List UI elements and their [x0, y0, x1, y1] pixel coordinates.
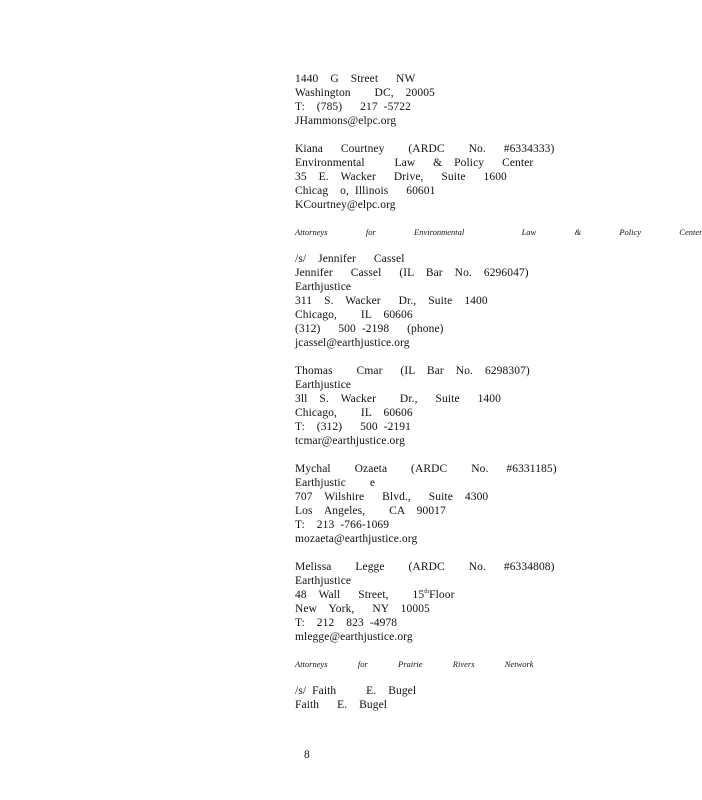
- role-caption-prn: Attorneys for Prairie Rivers Network: [295, 659, 534, 669]
- city-line: Los Angeles, CA 90017: [295, 505, 446, 517]
- city-line: Chicag o, Illinois 60601: [295, 185, 436, 197]
- organization: Earthjustic e: [295, 477, 376, 489]
- attorney-name: Melissa Legge (ARDC No. #6334808): [295, 561, 555, 573]
- attorney-block-legge: [295, 560, 595, 644]
- phone-line: T: (785) 217 -5722: [295, 101, 411, 113]
- address-block-elpc-dc: [295, 72, 595, 128]
- street-prefix: 48 Wall Street, 15: [295, 589, 425, 601]
- signature-line: /s/ Faith E. Bugel: [295, 685, 417, 697]
- attorney-block-ozaeta: [295, 462, 595, 546]
- attorney-name: Mychal Ozaeta (ARDC No. #6331185): [295, 463, 557, 475]
- email-line: KCourtney@elpc.org: [295, 199, 396, 211]
- organization: Earthjustice: [295, 281, 352, 293]
- attorney-block-courtney: [295, 142, 595, 212]
- email-line: mlegge@earthjustice.org: [295, 631, 413, 643]
- phone-line: T: 213 -766-1069: [295, 519, 390, 531]
- attorney-name: Kiana Courtney (ARDC No. #6334333): [295, 143, 555, 155]
- attorney-name: Thomas Cmar (IL Bar No. 6298307): [295, 365, 530, 377]
- attorney-name: Jennifer Cassel (IL Bar No. 6296047): [295, 267, 529, 279]
- email-line: jcassel@earthjustice.org: [295, 337, 410, 349]
- city-line: Chicago, IL 60606: [295, 407, 413, 419]
- organization: Earthjustice: [295, 379, 352, 391]
- street-line: 3ll S. Wacker Dr., Suite 1400: [295, 393, 501, 405]
- role-caption-elpc: Attorneys for Environmental Law & Policy Center: [295, 227, 702, 237]
- city-line: Washington DC, 20005: [295, 87, 435, 99]
- email-line: JHammons@elpc.org: [295, 115, 397, 127]
- attorney-block-bugel: [295, 684, 595, 712]
- email-line: mozaeta@earthjustice.org: [295, 533, 418, 545]
- organization: Environmental Law & Policy Center: [295, 157, 534, 169]
- attorney-name: Faith E. Bugel: [295, 699, 388, 711]
- phone-line: (312) 500 -2198 (phone): [295, 323, 444, 335]
- city-line: New York, NY 10005: [295, 603, 430, 615]
- street-line: [295, 588, 595, 602]
- city-line: Chicago, IL 60606: [295, 309, 413, 321]
- page-number: 8: [304, 749, 310, 761]
- email-line: tcmar@earthjustice.org: [295, 435, 405, 447]
- attorney-block-cassel: [295, 252, 595, 350]
- ordinal-suffix: th: [424, 589, 430, 596]
- street-line: 1440 G Street NW: [295, 73, 416, 85]
- signature-line: /s/ Jennifer Cassel: [295, 253, 405, 265]
- street-line: 707 Wilshire Blvd., Suite 4300: [295, 491, 489, 503]
- street-line: 35 E. Wacker Drive, Suite 1600: [295, 171, 507, 183]
- street-suffix: Floor: [429, 589, 455, 601]
- phone-line: T: 212 823 -4978: [295, 617, 398, 629]
- phone-line: T: (312) 500 -2191: [295, 421, 411, 433]
- attorney-block-cmar: [295, 364, 595, 448]
- street-line: 311 S. Wacker Dr., Suite 1400: [295, 295, 488, 307]
- organization: Earthjustice: [295, 575, 352, 587]
- signature-column: [295, 72, 702, 726]
